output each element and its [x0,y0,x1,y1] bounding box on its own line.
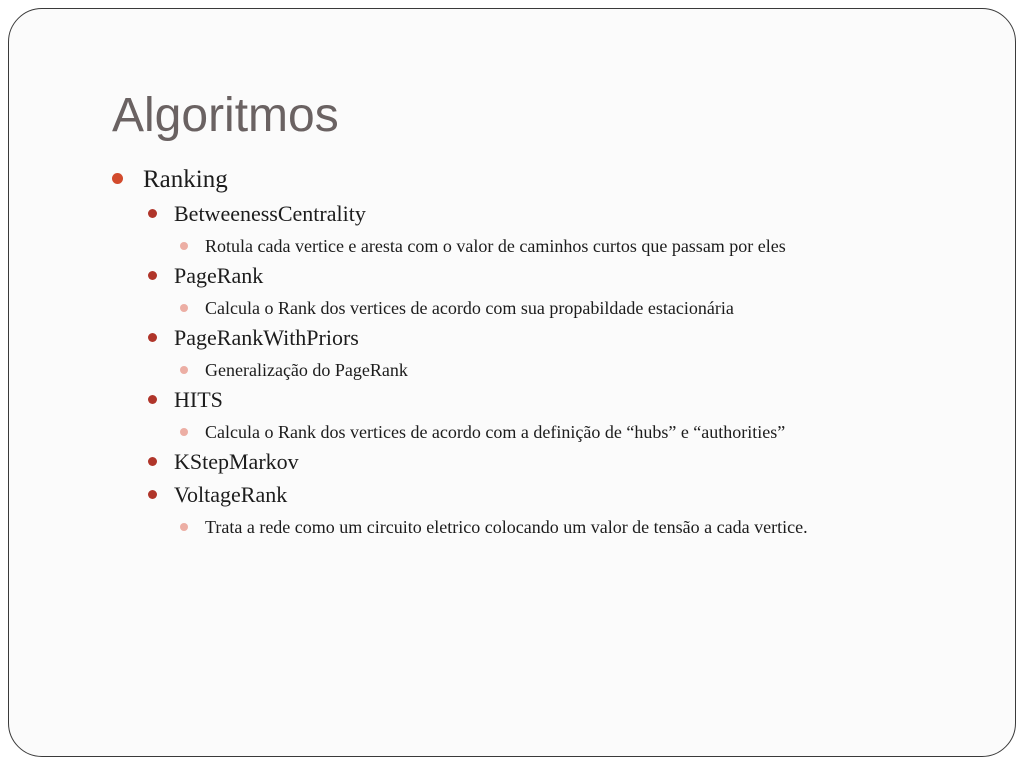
bullet-text: Ranking [143,166,228,193]
bullet-dot-icon [180,304,188,312]
bullet-text: BetweenessCentrality [174,201,366,226]
bullet-text: Rotula cada vertice e aresta com o valor de caminhos curtos que passam por eles [205,236,786,256]
bullet-dot-icon [148,271,157,280]
bullet-text: HITS [174,387,223,412]
bullet-text: PageRank [174,263,264,288]
bullet-text: Calcula o Rank dos vertices de acordo com a definição de “hubs” e “authorities” [205,422,786,442]
bullet-item-hits [148,387,223,413]
bullet-dot-icon [148,490,157,499]
bullet-text: VoltageRank [174,482,288,507]
bullet-text: PageRankWithPriors [174,325,359,350]
bullet-item-voltagerank [148,482,287,508]
bullet-text: Calcula o Rank dos vertices de acordo com sua propabildade estacionária [205,298,734,318]
bullet-dot-icon [148,209,157,218]
bullet-text: KStepMarkov [174,449,299,474]
bullet-item-betweeness-description [180,235,786,257]
bullet-item-pagerankwithpriors-description [180,359,408,381]
bullet-dot-icon [180,242,188,250]
bullet-text: Generalização do PageRank [205,360,408,380]
bullet-item-voltagerank-description [180,516,808,538]
bullet-dot-icon [148,333,157,342]
bullet-dot-icon [180,428,188,436]
slide-title: Algoritmos [112,89,339,142]
bullet-item-hits-description [180,421,785,443]
bullet-item-pagerankwithpriors [148,325,359,351]
bullet-text: Trata a rede como um circuito eletrico colocando um valor de tensão a cada vertice. [205,517,808,537]
bullet-dot-icon [148,395,157,404]
bullet-dot-icon [180,366,188,374]
bullet-dot-icon [112,173,123,184]
bullet-item-ranking [112,165,228,195]
bullet-item-pagerank [148,263,263,289]
bullet-item-pagerank-description [180,297,734,319]
bullet-dot-icon [148,457,157,466]
bullet-item-betweenesscentrality [148,201,366,227]
bullet-dot-icon [180,523,188,531]
bullet-item-kstepmarkov [148,449,299,475]
